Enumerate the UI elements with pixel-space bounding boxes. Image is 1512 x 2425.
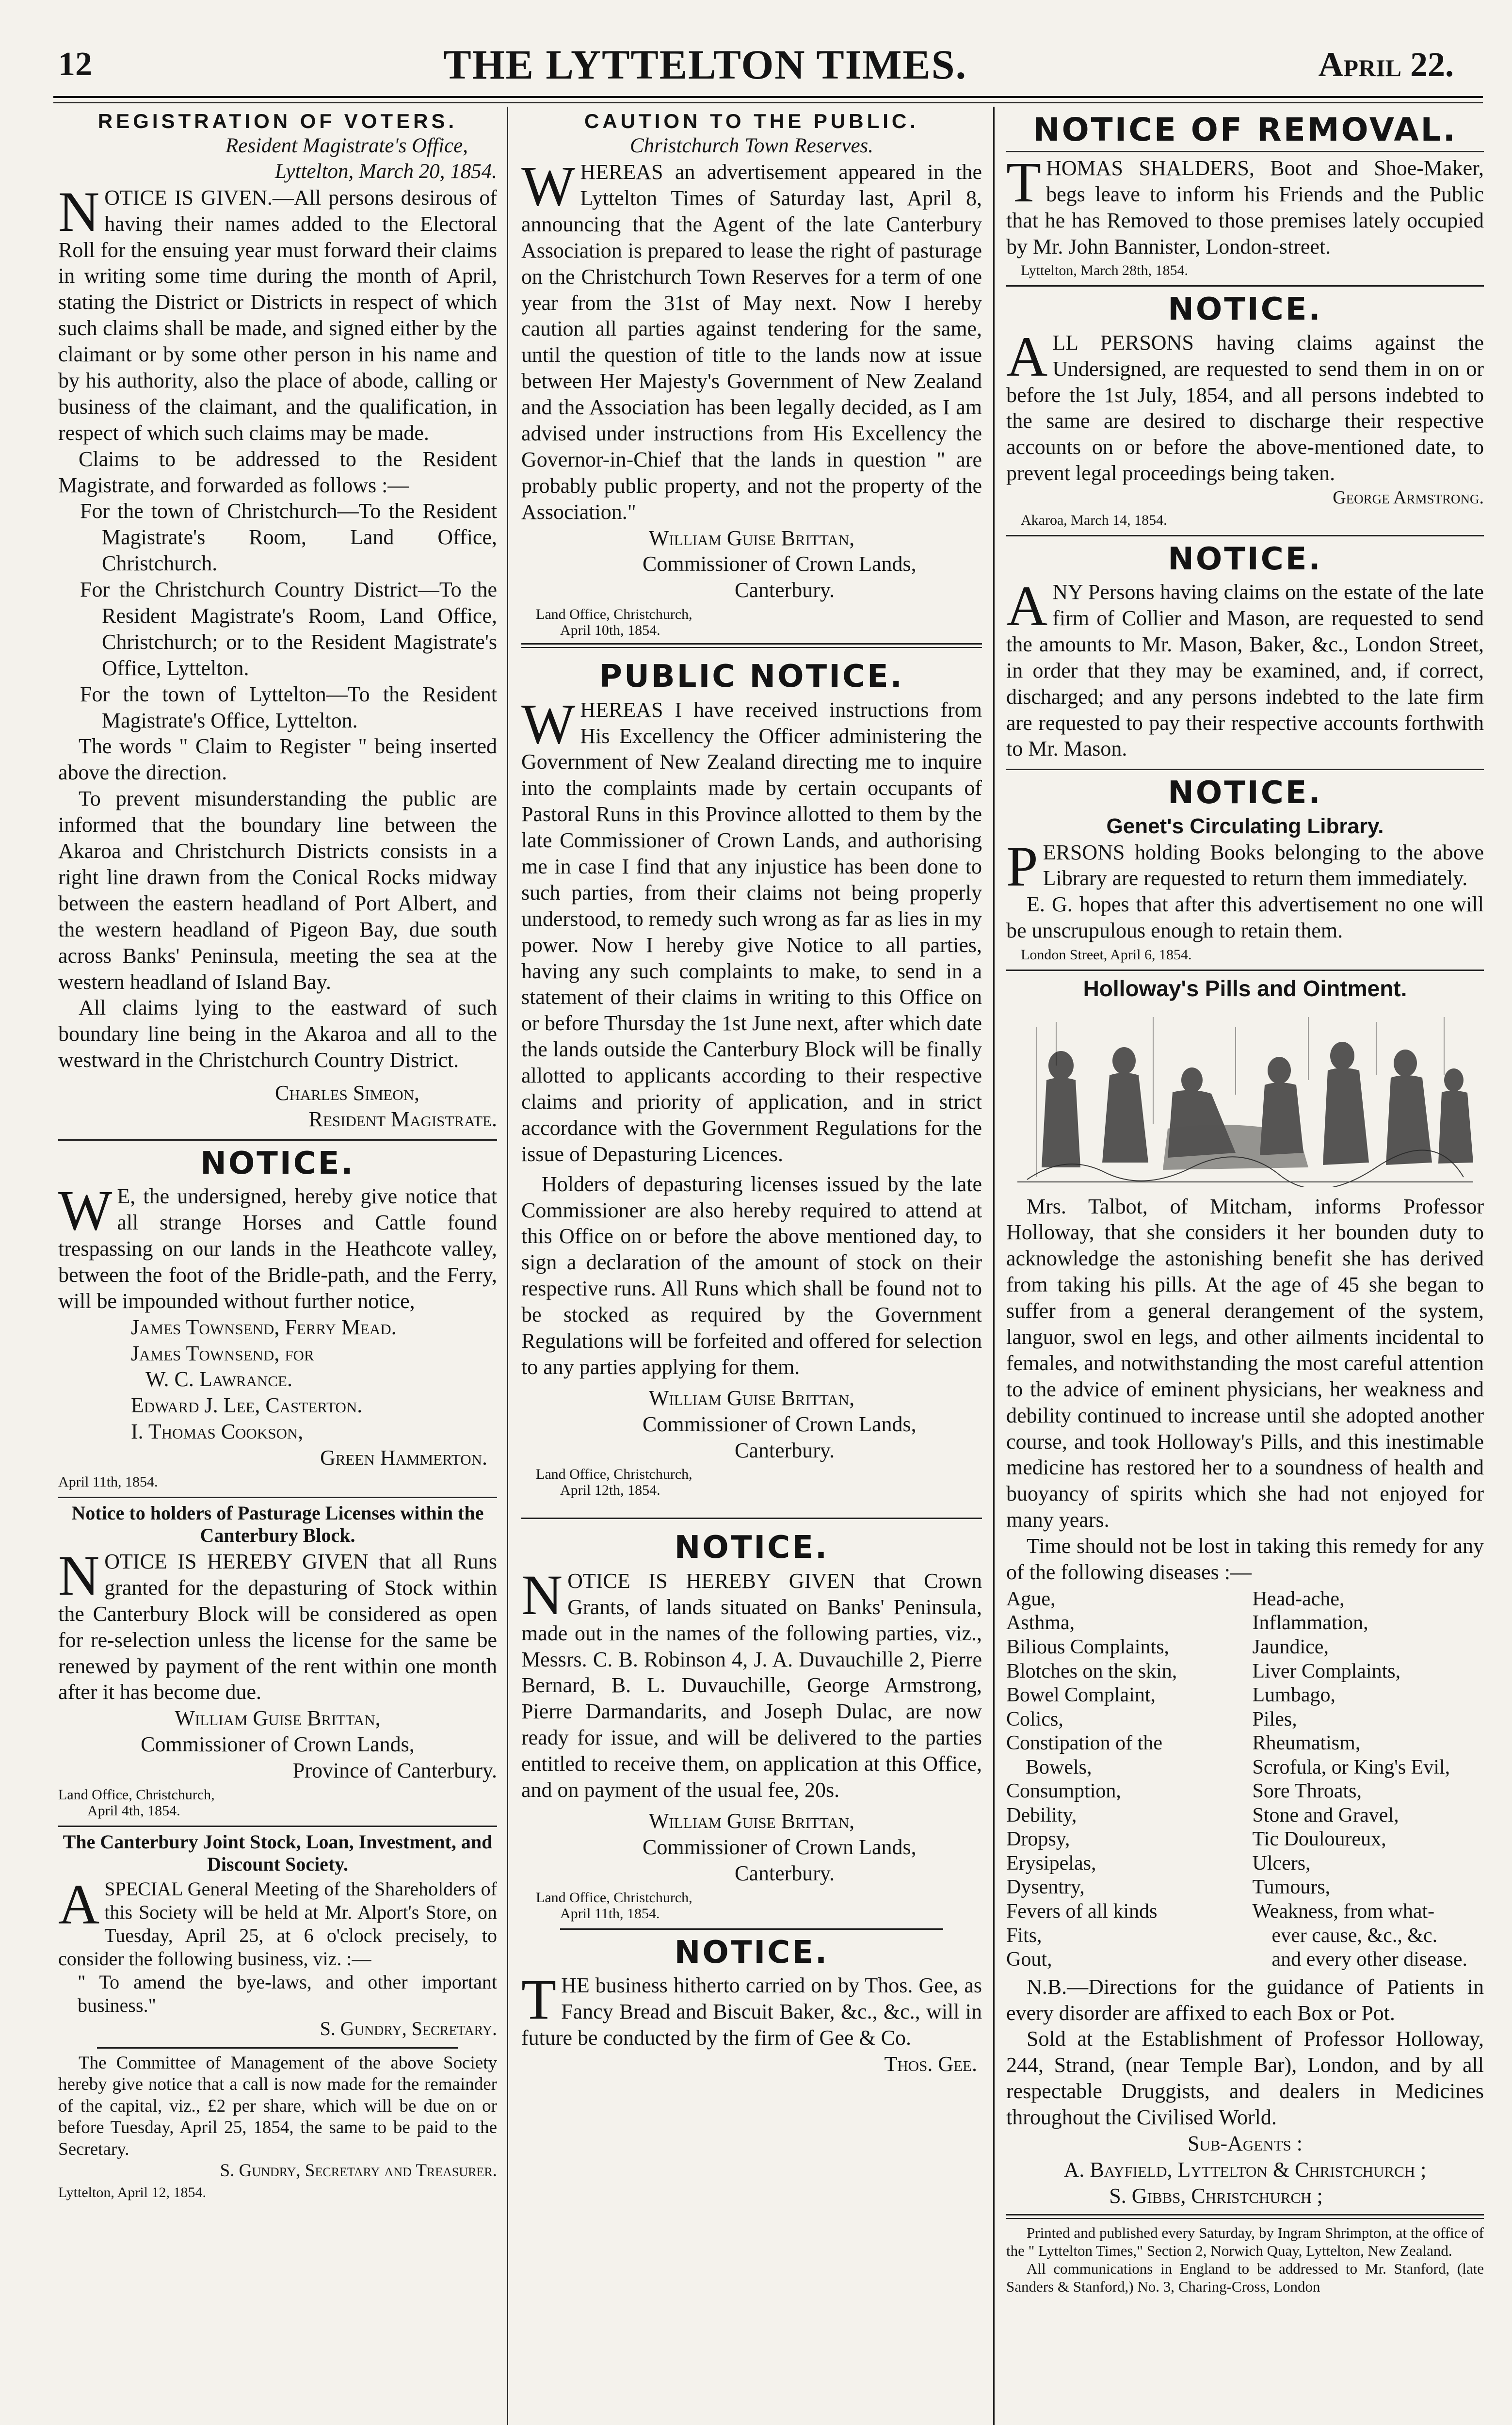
disease-item: Ague, <box>1006 1587 1056 1610</box>
signature: George Armstrong. <box>1333 487 1484 508</box>
masthead <box>58 33 1454 96</box>
masthead-rule <box>53 96 1483 103</box>
divider <box>521 1518 982 1519</box>
imprint-text: All communications in England to be addressed to Mr. Stanford, (late Sanders & Stanford,) No. 3, Charing-Cross, London <box>1006 2260 1484 2296</box>
place-date: Lyttelton, March 20, 1854. <box>274 160 497 183</box>
heading: NOTICE. <box>200 1145 355 1181</box>
dateline: Lyttelton, April 12, 1854. <box>58 2184 206 2201</box>
signature: W. C. Lawrance. <box>145 1367 292 1391</box>
divider <box>58 1497 497 1498</box>
disease-item: Weakness, from what- <box>1252 1900 1435 1923</box>
divider <box>1006 285 1484 287</box>
signature: William Guise Brittan, <box>175 1706 381 1730</box>
divider <box>1006 970 1484 971</box>
divider <box>58 1139 497 1141</box>
disease-item: Consumption, <box>1006 1780 1121 1803</box>
disease-item: Gout, <box>1006 1948 1052 1971</box>
disease-item: Dysentry, <box>1006 1876 1085 1899</box>
heading: Holloway's Pills and Ointment. <box>1083 976 1407 1002</box>
subheading: Genet's Circulating Library. <box>1106 814 1384 838</box>
imprint-text: Printed and published every Saturday, by Ingram Shrimpton, at the office of the " Lyttelton Times," Section 2, Norwich Quay, Lyttelton, New Zealand. <box>1006 2224 1484 2259</box>
caution-notice <box>521 109 982 638</box>
signature-title: Canterbury. <box>735 1438 835 1462</box>
disease-item: Tic Douloureux, <box>1252 1828 1386 1851</box>
body: Mrs. Talbot, of Mitcham, informs Professor Holloway, that she considers it her bounden duty to acknowledge the astonishing benefit she has derived from taking his pills. At the age of 45 she began to suffer from a general derangement of the system, languor, swol en legs, and other ailments incidental to females, and notwithstanding the most careful attention to the advice of eminent physicians, her weakness and debility continued to increase until she adopted another course, and took Holloway's Pills, and this inestimable medicine has restored her to a soundness of health and buoyancy of spirits which she had not enjoyed for many years. <box>1006 1194 1484 1532</box>
heading: PUBLIC NOTICE. <box>599 659 904 695</box>
agent: A. Bayfield, Lyttelton & Christchurch ; <box>1063 2157 1427 2182</box>
heading: NOTICE. <box>1168 541 1322 577</box>
disease-item: Debility, <box>1006 1804 1077 1827</box>
divider <box>97 2047 458 2049</box>
agent: S. Gibbs, Christchurch ; <box>1109 2183 1323 2208</box>
disease-item: Bilious Complaints, <box>1006 1635 1170 1658</box>
heading: REGISTRATION OF VOTERS. <box>97 110 458 132</box>
signature: Thos. Gee. <box>884 2052 977 2076</box>
disease-item: Lumbago, <box>1252 1684 1335 1707</box>
signature-title: Commissioner of Crown Lands, <box>643 552 917 576</box>
signature-title: Resident Magistrate. <box>308 1107 497 1131</box>
column-divider <box>507 107 508 2425</box>
divider <box>1006 151 1484 152</box>
library-notice <box>1006 774 1484 963</box>
heading: CAUTION TO THE PUBLIC. <box>584 110 919 132</box>
column-divider <box>993 107 995 2425</box>
crown-grants-notice <box>521 1529 982 1921</box>
dateline: Land Office, Christchurch, <box>58 1787 215 1803</box>
body: The Committee of Management of the above Society hereby give notice that a call is now made for the remainder of the capital, viz., £2 per share, which will be due on or before Tuesday, April 25, 1854, the same to be paid to the Secretary. <box>58 2053 497 2159</box>
collier-notice <box>1006 540 1484 762</box>
signature: William Guise Brittan, <box>648 1386 855 1410</box>
page-number: 12 <box>58 46 92 83</box>
disease-item: and every other disease. <box>1271 1948 1467 1971</box>
registration-notice <box>58 109 497 1132</box>
disease-item: Stone and Gravel, <box>1252 1804 1399 1827</box>
disease-item: Dropsy, <box>1006 1828 1070 1851</box>
disease-item: Bowel Complaint, <box>1006 1684 1156 1707</box>
sub-agents-heading: Sub-Agents : <box>1187 2131 1303 2155</box>
diseases-list <box>1006 1587 1484 1972</box>
disease-item: Jaundice, <box>1252 1635 1329 1658</box>
dateline: April 4th, 1854. <box>87 1803 180 1819</box>
body: ASPECIAL General Meeting of the Shareholders of this Society will be held at Mr. Alport's Store, on Tuesday, April 25, at 6 o'clock precisely, to consider the following business, viz. :— <box>58 1873 497 1970</box>
dateline: London Street, April 6, 1854. <box>1021 947 1192 963</box>
body: E. G. hopes that after this advertisement no one will be unscrupulous enough to retain them. <box>1006 892 1484 943</box>
body: NOTICE IS HEREBY GIVEN that Crown Grants, of lands situated on Banks' Peninsula, made out in the names of the following parties, viz., Messrs. C. B. Robinson 4, J. A. Duvauchille 2, Pierre Bernard, B. L. Duvauchille, George Armstrong, Pierre Darmandarits, and Joseph Dulac, are now ready for issue, and will be delivered to the parties entitled to receive them, on application at this Office, and on payment of the usual fee, 20s. <box>521 1563 982 1802</box>
signature: Edward J. Lee, Casterton. <box>131 1393 363 1418</box>
signature: James Townsend, Ferry Mead. <box>131 1315 397 1339</box>
signature: William Guise Brittan, <box>648 1809 855 1833</box>
holloway-advert <box>1006 975 1484 2209</box>
signature: Green Hammerton. <box>320 1446 487 1470</box>
newspaper-title: THE LYTTELTON TIMES. <box>443 41 967 88</box>
body: ANY Persons having claims on the estate of the late firm of Collier and Mason, are requested to send the amounts to Mr. Mason, Baker, &c., London Street, in order that they may be examined, and, if correct, discharged; and any persons indebted to the late firm are requested to pay their respective accounts forthwith to Mr. Mason. <box>1006 574 1484 761</box>
engraving-illustration <box>1008 1007 1483 1187</box>
dateline: Land Office, Christchurch, <box>536 1466 692 1483</box>
disease-item: Scrofula, or King's Evil, <box>1252 1756 1450 1778</box>
divider <box>560 1928 943 1930</box>
disease-item: Inflammation, <box>1252 1612 1368 1634</box>
public-notice <box>521 658 982 1498</box>
signature: S. Gundry, Secretary. <box>320 2018 497 2040</box>
dateline: April 11th, 1854. <box>58 1474 158 1490</box>
trespass-notice <box>58 1145 497 1490</box>
body: THE business hitherto carried on by Thos. Gee, as Fancy Bread and Biscuit Baker, &c., &c., will in future be conducted by the firm of Gee & Co. <box>521 1967 982 2050</box>
gee-notice <box>521 1934 982 2077</box>
body: All claims lying to the eastward of such boundary line being in the Akaroa and all to the westward in the Christchurch Country District. <box>58 996 497 1072</box>
body: WE, the undersigned, hereby give notice that all strange Horses and Cattle found trespassing on our lands in the Heathcote valley, between the foot of the Bridle-path, and the Ferry, will be impounded without further notice, <box>58 1179 497 1313</box>
signature: Charles Simeon, <box>275 1081 419 1105</box>
removal-notice <box>1006 111 1484 278</box>
body: Holders of depasturing licenses issued by the late Commissioner are also hereby required to attend at this Office on or before the above mentioned day, to sign a declaration of the amount of stock on their respective runs. All Runs which shall be found not to be stocked as required by the Government Regulations will be forfeited and offered for selection to any parties applying for them. <box>521 1172 982 1379</box>
body: THOMAS SHALDERS, Boot and Shoe-Maker, begs leave to inform his Friends and the Public that he has Removed to those premises lately occupied by Mr. John Bannister, London-street. <box>1006 150 1484 259</box>
signature-title: Canterbury. <box>735 578 835 602</box>
signature: William Guise Brittan, <box>648 526 855 550</box>
office: Resident Magistrate's Office, <box>225 134 468 158</box>
heading: NOTICE. <box>674 1530 829 1566</box>
signature: S. Gundry, Secretary and Treasurer. <box>220 2161 497 2181</box>
disease-column-right <box>1253 1587 1484 1972</box>
heading: NOTICE. <box>674 1934 829 1971</box>
imprint <box>1006 2224 1484 2296</box>
divider <box>521 643 982 648</box>
disease-item: Ulcers, <box>1252 1852 1311 1875</box>
divider <box>1006 2214 1484 2219</box>
disease-item: Fevers of all kinds <box>1006 1900 1158 1923</box>
disease-item: Tumours, <box>1252 1876 1331 1899</box>
dateline: April 10th, 1854. <box>560 622 660 639</box>
signature-title: Commissioner of Crown Lands, <box>643 1835 917 1859</box>
disease-item: Liver Complaints, <box>1252 1660 1401 1682</box>
heading: Notice to holders of Pasturage Licenses within the Canterbury Block. <box>71 1502 484 1547</box>
disease-item: Colics, <box>1006 1708 1063 1730</box>
body: For the Christchurch Country District—To the Resident Magistrate's Room, Land Office, Christchurch; or to the Resident Magistrate's Office, Lyttelton. <box>80 578 497 680</box>
dateline: April 11th, 1854. <box>560 1905 660 1922</box>
disease-item: Piles, <box>1252 1708 1297 1730</box>
heading: NOTICE. <box>1168 775 1322 811</box>
dateline: Land Office, Christchurch, <box>536 606 692 623</box>
dateline: Lyttelton, March 28th, 1854. <box>1021 262 1188 279</box>
heading: NOTICE OF REMOVAL. <box>1033 111 1457 148</box>
disease-item: Fits, <box>1006 1924 1042 1947</box>
body: Sold at the Establishment of Professor Holloway, 244, Strand, (near Temple Bar), London, and by all respectable Druggists, and dealers in Medicines throughout the Civilised World. <box>1006 2027 1484 2130</box>
body: For the town of Lyttelton—To the Resident Magistrate's Office, Lyttelton. <box>80 682 497 732</box>
quote: " To amend the bye-laws, and other important business." <box>78 1971 497 2017</box>
heading: NOTICE. <box>1168 291 1322 328</box>
signature: James Townsend, for <box>131 1341 314 1365</box>
pasturage-notice <box>58 1502 497 1819</box>
body: For the town of Christchurch—To the Resident Magistrate's Room, Land Office, Christchurch. <box>80 499 497 576</box>
body: The words " Claim to Register " being inserted above the direction. <box>58 734 497 785</box>
dateline: Akaroa, March 14, 1854. <box>1021 512 1167 528</box>
disease-item: Bowels, <box>1026 1756 1092 1778</box>
issue-date: April 22. <box>1318 45 1454 84</box>
disease-item: Sore Throats, <box>1252 1780 1362 1803</box>
dateline: April 12th, 1854. <box>560 1482 660 1499</box>
signature-title: Commissioner of Crown Lands, <box>141 1732 415 1757</box>
body: NOTICE IS GIVEN.—All persons desirous of having their names added to the Electoral Roll for the ensuing year must forward their claims in writing some time during the month of April, stating the District or Districts in respect of which such claims shall be made, and signed either by the claimant or by some other person in his name and by his authority, also the place of abode, calling or business of the claimant, and the qualification, in respect of which such claims may be made. <box>58 179 497 445</box>
body: ALL PERSONS having claims against the Undersigned, are requested to send them in on or before the 1st July, 1854, and all persons indebted to the same are desired to discharge their respective accounts on or before the above-mentioned date, to prevent legal proceedings being taken. <box>1006 324 1484 485</box>
subheading: Christchurch Town Reserves. <box>629 134 874 158</box>
body: WHEREAS an advertisement appeared in the Lyttelton Times of Saturday last, April 8, announcing that the Agent of the late Canterbury Association is prepared to lease the right of pasturage on the Christchurch Town Reserves for a term of one year from the 31st of May next. Now I hereby caution all parties against tendering for the same, until the question of title to the lands now at issue between Her Majesty's Government of New Zealand and the Association has been legally decided, as I am advised under instructions from His Excellency the Governor-in-Chief that the lands in question " are probably public property, and not the property of the Association." <box>521 154 982 524</box>
armstrong-notice <box>1006 291 1484 528</box>
body: Claims to be addressed to the Resident Magistrate, and forwarded as follows :— <box>58 447 497 497</box>
signature-title: Commissioner of Crown Lands, <box>643 1412 917 1436</box>
disease-item: ever cause, &c., &c. <box>1271 1924 1438 1947</box>
body: NOTICE IS HEREBY GIVEN that all Runs granted for the depasturing of Stock within the Canterbury Block will be considered as open for re-selection unless the license for the same be renewed by payment of the rent within one month after it has become due. <box>58 1544 497 1704</box>
body: WHEREAS I have received instructions from His Excellency the Officer administering the Government of New Zealand directing me to inquire into the complaints made by certain occupants of Pastoral Runs in this Province allotted to them by the late Commissioner of Crown Lands, and authorising me in case I find that any injustice has been done to such parties, from their claims not being properly understood, to remedy such wrong as far as lies in my power. Now I hereby give Notice to all parties, having any such complaints to make, to send in a statement of their claims in writing to this Office on or before Thursday the 1st June next, after which date the lands outside the Canterbury Block will be finally allotted to applicants according to their respective claims and priority of application, and in strict accordance with the Government Regulations for the issue of Depasturing Licences. <box>521 692 982 1166</box>
divider <box>1006 769 1484 770</box>
disease-item: Asthma, <box>1006 1612 1075 1634</box>
column-1 <box>58 108 497 2425</box>
joint-stock-notice <box>58 1831 497 2200</box>
disease-item: Blotches on the skin, <box>1006 1660 1177 1682</box>
signature-title: Canterbury. <box>735 1861 835 1885</box>
body: Time should not be lost in taking this remedy for any of the following diseases :— <box>1006 1534 1484 1584</box>
column-3 <box>1006 108 1484 2425</box>
dateline: Land Office, Christchurch, <box>536 1889 692 1906</box>
signature: I. Thomas Cookson, <box>131 1420 304 1444</box>
body: PERSONS holding Books belonging to the above Library are requested to return them immediately. <box>1006 834 1484 898</box>
disease-column-left <box>1006 1587 1238 1972</box>
divider <box>58 1826 497 1827</box>
heading: The Canterbury Joint Stock, Loan, Investment, and Discount Society. <box>63 1831 493 1875</box>
disease-item: Erysipelas, <box>1006 1852 1096 1875</box>
body: N.B.—Directions for the guidance of Patients in every disorder are affixed to each Box or Pot. <box>1006 1974 1484 2025</box>
disease-item: Rheumatism, <box>1252 1732 1361 1755</box>
signature-title: Province of Canterbury. <box>292 1759 497 1783</box>
body: To prevent misunderstanding the public are informed that the boundary line between the Akaroa and Christchurch Districts consists in a right line drawn from the Conical Rocks midway between the eastern headland of Port Albert, and the western headland of Pigeon Bay, due south across Banks' Peninsula, meeting the sea at the western headland of Island Bay. <box>58 787 497 994</box>
divider <box>1006 535 1484 536</box>
disease-item: Constipation of the <box>1006 1732 1162 1755</box>
disease-item: Head-ache, <box>1252 1587 1345 1610</box>
column-2 <box>521 108 982 2425</box>
